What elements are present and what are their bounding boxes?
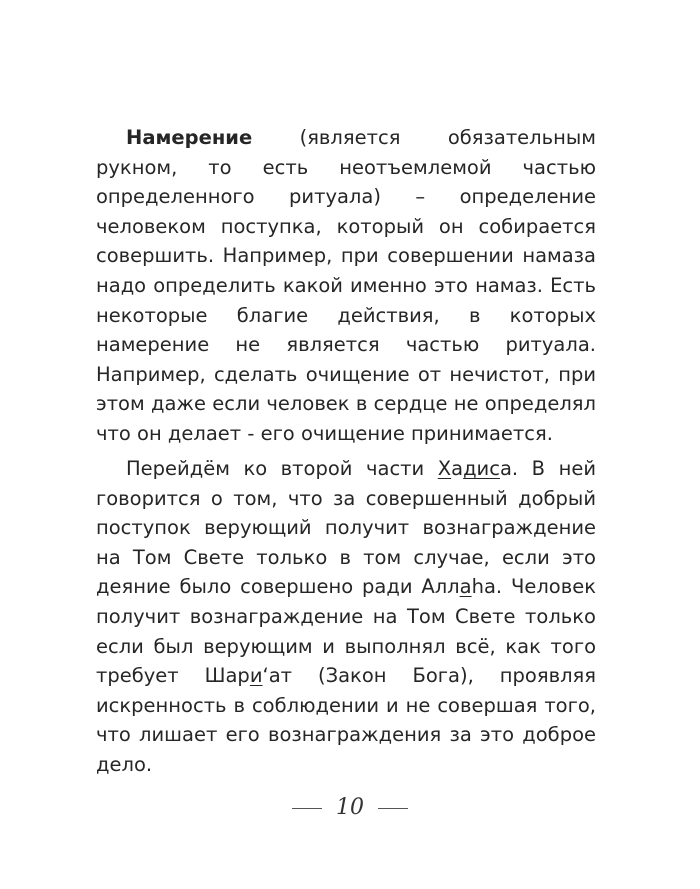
sharia-i-underlined: и bbox=[249, 664, 263, 688]
page-footer bbox=[0, 795, 700, 820]
allah-a-underlined: а bbox=[459, 575, 472, 599]
page-number: 10 bbox=[336, 795, 364, 820]
paragraph-hadith: Перейдём ко второй части Хадиса. В ней говорится о том, что за совершенный добрый поступок верующий получит вознаграждение на Том Свете только в том случае, если это деяние было совершено ради Аллаhа. Человек получит вознаграждение на Том Свете только если был верующим и выполнял всё, как того требует Шари‘ат (Закон Бога), проявляя искренность в соблюдении и не совершая того, что лишает его вознаграждения за это доброе дело. bbox=[96, 457, 596, 776]
footer-rule-right bbox=[378, 808, 408, 809]
hadith-dis-underlined: дис bbox=[463, 457, 500, 480]
hadith-h-underlined: Х bbox=[437, 457, 452, 480]
paragraph-intention bbox=[96, 123, 596, 449]
paragraph-intention-body: (является обязательным рукном, то есть неотъемлемой частью определенного ритуала) – определение человеком поступка, который он собирается совершить. Например, при совершении намаза надо определить какой именно это намаз. Есть некоторые благие действия, в которых намерение не является частью ритуала. Например, сделать очищение от нечистот, при этом даже если человек в сердце не определял что он делает - его очищение принимается. bbox=[96, 126, 596, 445]
footer-rule-left bbox=[292, 808, 322, 809]
term-intention: Намерение bbox=[126, 126, 253, 149]
